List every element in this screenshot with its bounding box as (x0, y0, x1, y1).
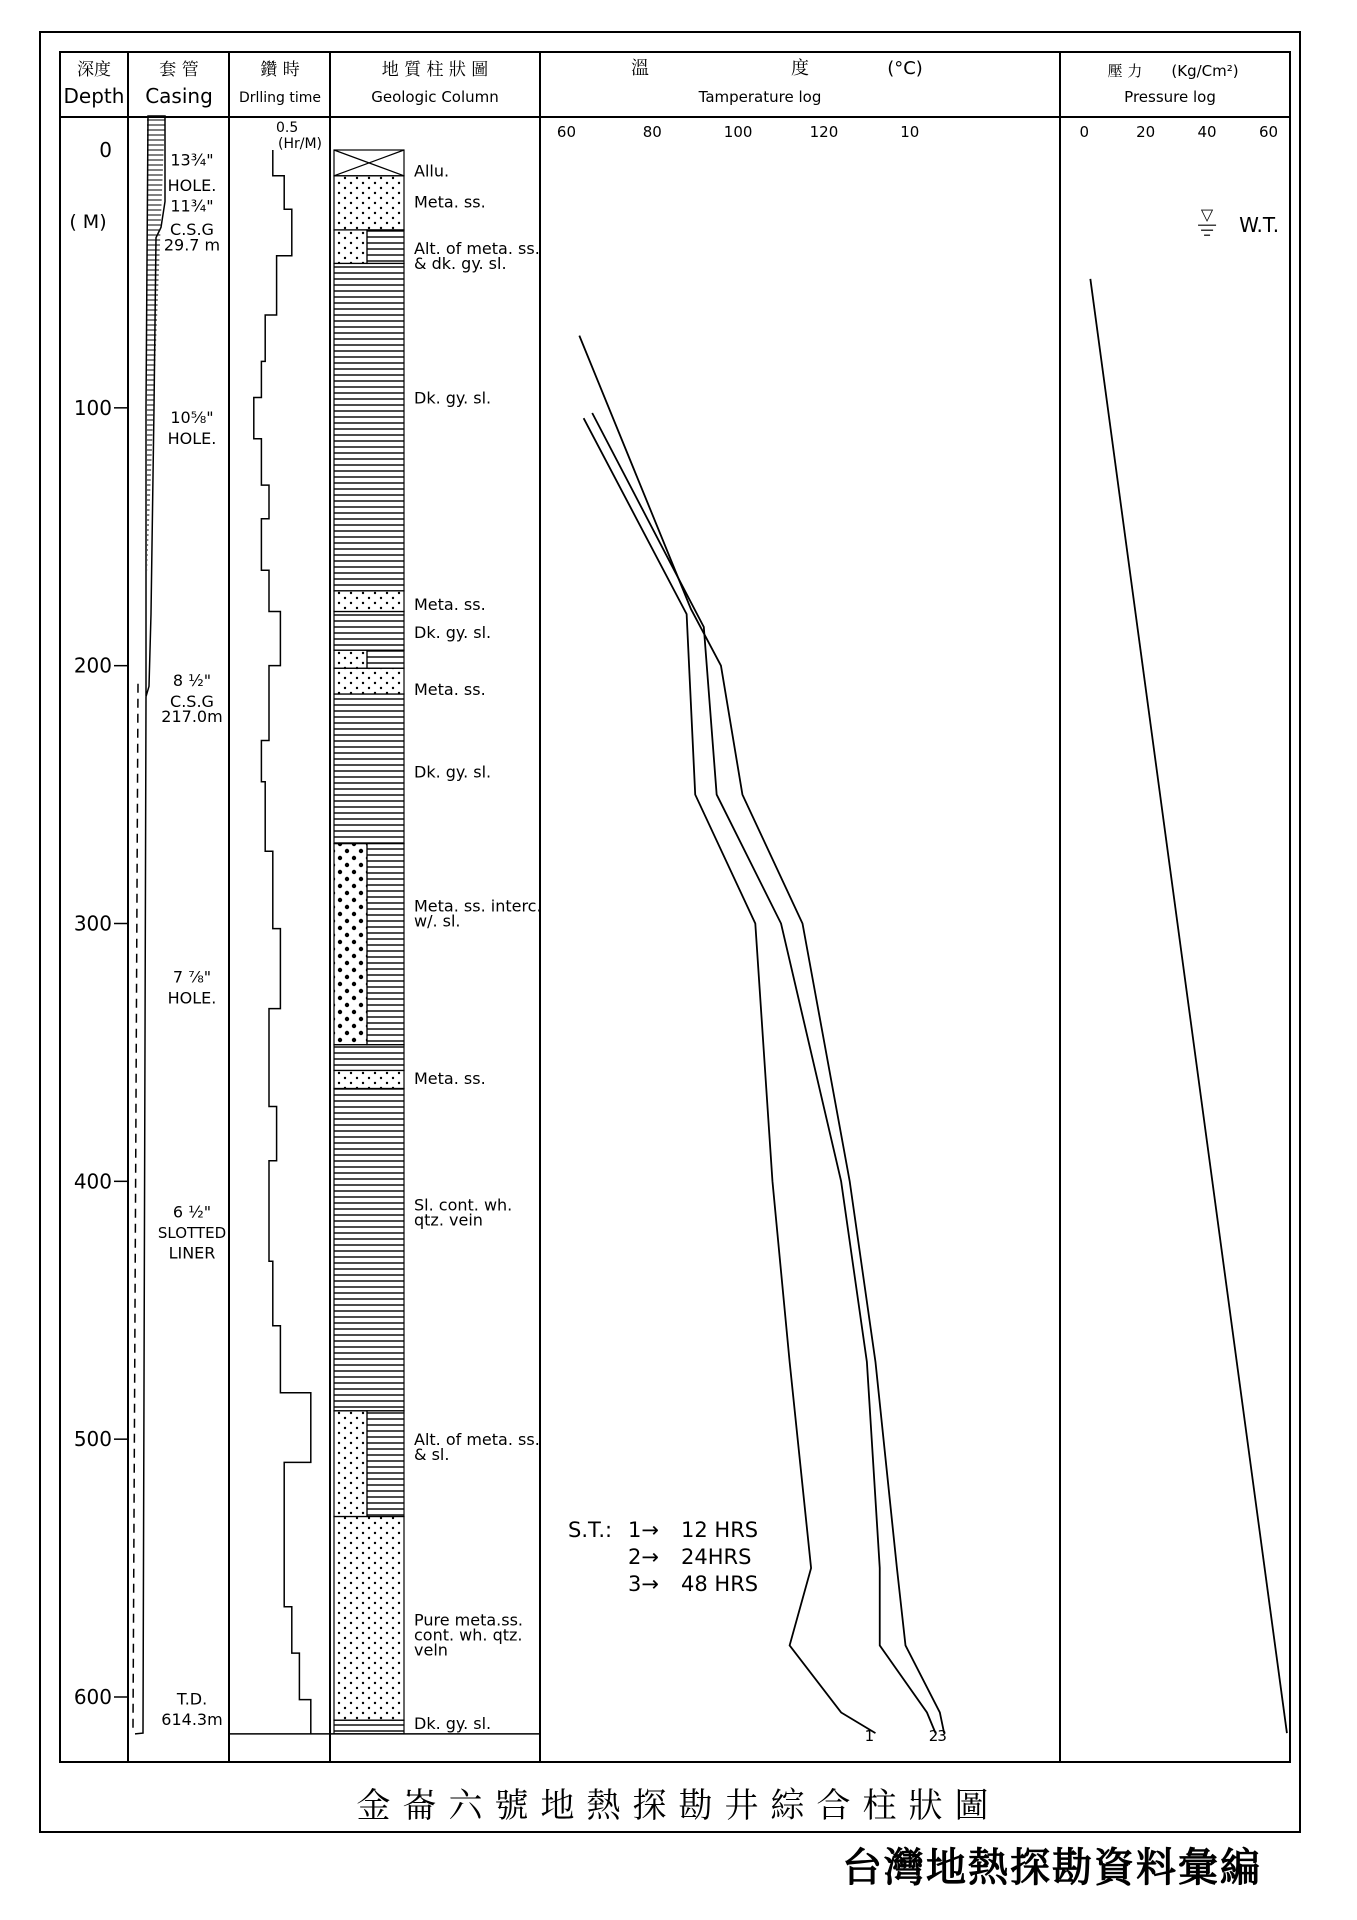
st-legend-key: 3→ (628, 1572, 659, 1597)
depth-tick-label: 200 (73, 653, 112, 678)
pressure-header-unit: (Kg/Cm²) (1171, 62, 1239, 80)
geology-layer (334, 1070, 404, 1088)
casing-column (133, 116, 226, 1734)
st-legend-key: 1→ (628, 1518, 659, 1543)
drilling-time-curve (254, 150, 311, 1734)
depth-header-zh: 深度 (77, 60, 111, 80)
water-table-label: W.T. (1239, 213, 1280, 238)
geology-label: Dk. gy. sl. (414, 388, 492, 408)
drilling-header-zh: 鑽 時 (260, 60, 300, 80)
geology-label: Alt. of meta. ss. (414, 238, 540, 258)
casing-label: 7 ⅞" (172, 967, 212, 987)
temperature-header-en: Tamperature log (698, 88, 822, 106)
casing-header-en: Casing (145, 84, 213, 108)
temperature-tick-label: 80 (642, 123, 662, 141)
geology-header-en: Geologic Column (371, 88, 499, 106)
casing-label: C.S.G (170, 219, 214, 239)
geology-layer (334, 1045, 404, 1071)
geology-label: veln (414, 1640, 448, 1660)
depth-tick-label: 100 (73, 395, 112, 420)
pressure-line (1090, 279, 1287, 1733)
casing-label: HOLE. (167, 176, 217, 196)
geology-layer (334, 844, 367, 1045)
depth-tick-label: 600 (73, 1685, 112, 1709)
column-headers (64, 58, 1239, 108)
geology-label: Dk. gy. sl. (414, 1713, 492, 1733)
depth-unit-label: ( M) (69, 211, 107, 234)
geology-layer (334, 650, 367, 668)
source-footer: 台灣地熱探勘資料彙編 (842, 1845, 1262, 1891)
geology-layer (334, 694, 404, 844)
st-legend-value: 24HRS (681, 1545, 752, 1570)
drilling-header-en: Drlling time (238, 90, 322, 106)
geology-layer (334, 1411, 367, 1517)
temperature-tick-label: 60 (556, 123, 577, 141)
casing-label: LINER (168, 1243, 216, 1263)
geology-layer (334, 1089, 404, 1411)
geologic-column (334, 150, 542, 1734)
pressure-header-zh: 壓 力 (1107, 62, 1143, 80)
casing-label: T.D. (176, 1689, 208, 1709)
slotted-liner-dashed (133, 684, 138, 1728)
geology-label: & dk. gy. sl. (414, 253, 507, 273)
geology-layer (334, 668, 404, 694)
pressure-tick-label: 20 (1136, 123, 1156, 141)
temperature-series-label: 1 (864, 1727, 875, 1746)
geology-label: Meta. ss. interc. (414, 896, 542, 916)
geology-layer (367, 230, 404, 264)
water-table-icon: ▽ (1200, 205, 1214, 225)
st-legend-value: 48 HRS (681, 1572, 759, 1597)
geology-label: Pure meta.ss. (414, 1610, 524, 1630)
depth-tick-label: 300 (73, 911, 112, 936)
casing-label: 614.3m (161, 1710, 223, 1730)
geology-layer (334, 230, 367, 264)
depth-tick-label: 400 (73, 1169, 112, 1194)
temperature-header-zh-2: 度 (791, 58, 809, 79)
geology-header-zh: 地 質 柱 狀 圖 (381, 60, 489, 80)
geology-label: Allu. (414, 161, 450, 181)
temperature-header-unit: (°C) (887, 58, 923, 79)
chart-border (60, 52, 1290, 1762)
casing-label: 6 ½" (172, 1202, 212, 1222)
casing-label: 217.0m (161, 707, 223, 727)
geology-label: Dk. gy. sl. (414, 762, 492, 782)
geology-label: Meta. ss. (414, 1069, 486, 1089)
geology-layer (334, 591, 404, 612)
temperature-log (557, 123, 947, 1745)
geology-layer (367, 844, 404, 1045)
st-legend-key: 2→ (628, 1545, 659, 1570)
geology-label: Meta. ss. (414, 679, 486, 699)
drilling-unit-label: (Hr/M) (278, 136, 323, 152)
geology-label: Meta. ss. (414, 594, 486, 614)
drilling-unit-value: 0.5 (276, 120, 299, 136)
geology-label: & sl. (414, 1445, 450, 1465)
pressure-log (1079, 123, 1286, 1733)
chart-frame (40, 32, 1300, 1832)
geology-label: Meta. ss. (414, 192, 486, 212)
casing-label: 11¾" (170, 196, 214, 216)
casing-label: 10⅝" (170, 408, 214, 428)
geology-label: qtz. vein (414, 1210, 483, 1230)
pressure-header-en: Pressure log (1124, 88, 1216, 106)
st-legend-label: S.T.: (568, 1518, 613, 1543)
geology-label: Dk. gy. sl. (414, 623, 492, 643)
pressure-tick-label: 0 (1079, 123, 1089, 141)
casing-label: HOLE. (167, 428, 217, 448)
geology-layer (334, 612, 404, 651)
casing-header-zh: 套 管 (159, 60, 199, 80)
temperature-header-zh-1: 溫 (631, 58, 649, 79)
casing-outline (146, 116, 165, 697)
geology-layer (334, 176, 404, 230)
geology-label: cont. wh. qtz. (414, 1625, 523, 1645)
casing-label: HOLE. (167, 988, 217, 1008)
casing-label: 29.7 m (163, 235, 221, 255)
temperature-series-label: 3 (937, 1727, 947, 1746)
pressure-tick-label: 60 (1258, 123, 1279, 141)
depth-tick-label: 0 (99, 138, 112, 162)
st-legend-value: 12 HRS (681, 1518, 759, 1543)
geology-label: w/. sl. (414, 911, 461, 931)
geology-label: Alt. of meta. ss. (414, 1430, 540, 1450)
temperature-series-label: 2 (928, 1727, 939, 1746)
geology-layer (367, 650, 404, 668)
temperature-tick-label: 10 (900, 123, 920, 141)
depth-header-en: Depth (63, 84, 125, 108)
pressure-tick-label: 40 (1197, 123, 1217, 141)
temperature-tick-label: 100 (723, 123, 753, 141)
geology-layer (334, 263, 404, 590)
casing-label: 13¾" (170, 150, 214, 170)
casing-label: 8 ½" (172, 671, 212, 691)
geology-layer (334, 1517, 404, 1721)
depth-axis (69, 138, 128, 1709)
depth-tick-label: 500 (73, 1427, 112, 1452)
casing-label: SLOTTED (157, 1223, 227, 1242)
geology-layer (334, 1720, 404, 1734)
geology-layer (367, 1411, 404, 1517)
chart-title: 金崙六號地熱探勘井綜合柱狀圖 (356, 1786, 1001, 1826)
casing-label: C.S.G (170, 691, 214, 711)
geology-label: Sl. cont. wh. (414, 1195, 513, 1215)
temperature-tick-label: 120 (809, 123, 839, 141)
